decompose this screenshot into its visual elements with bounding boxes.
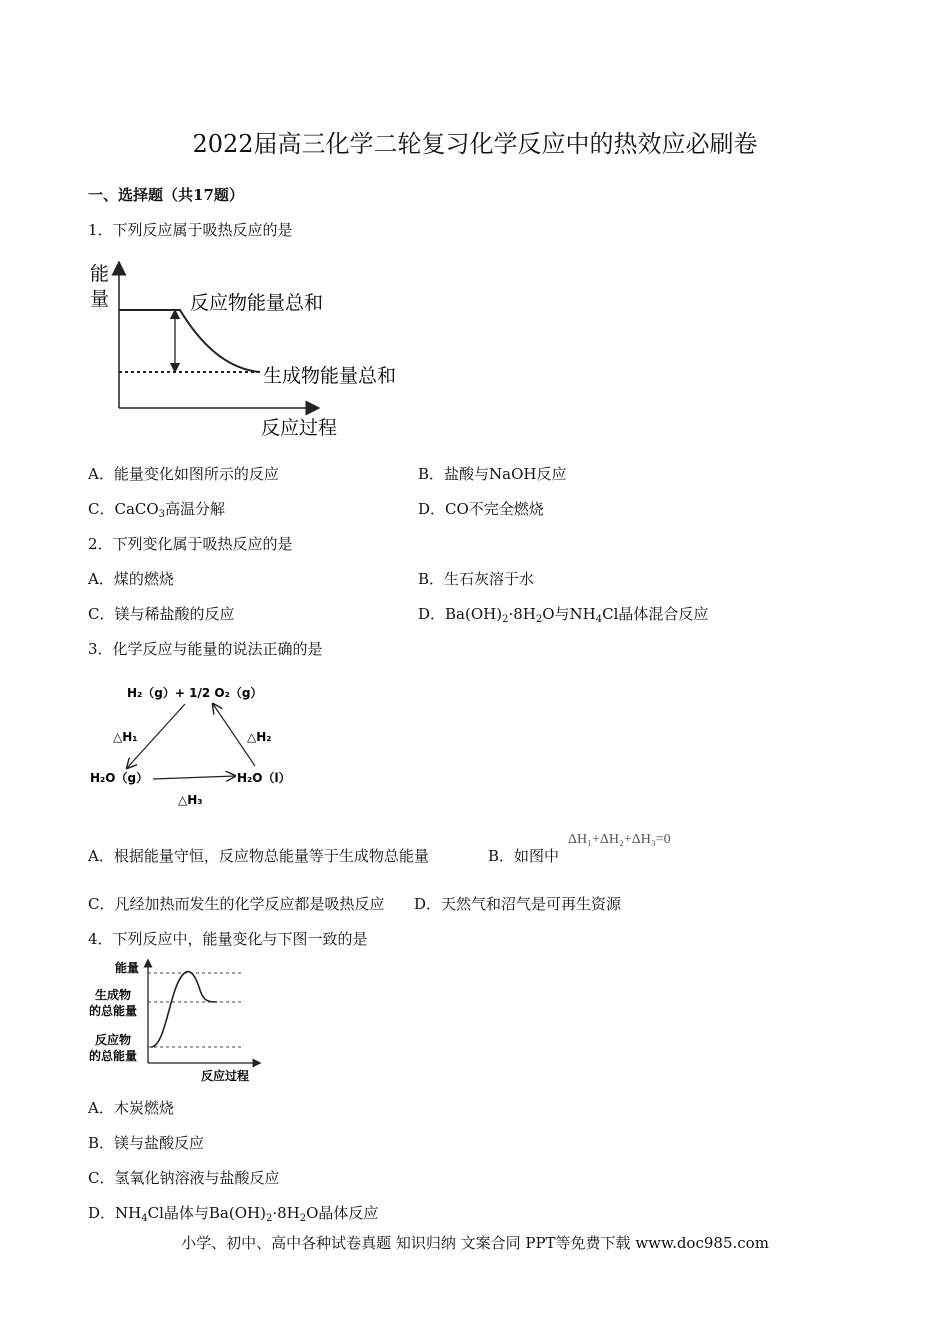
q4-option-d: D．$NH_4Cl$晶体与$Ba(OH)_2\cdot 8H_2O$晶体反应 — [88, 1204, 379, 1224]
reactant-label-2: 的总能量 — [89, 1049, 138, 1063]
q3-option-c: C．凡经加热而发生的化学反应都是吸热反应 — [88, 895, 385, 913]
page-footer: 小学、初中、高中各种试卷真题 知识归纳 文案合同 PPT等免费下载 www.doc985.com — [181, 1234, 769, 1252]
q4-stem: 4．下列反应中，能量变化与下图一致的是 — [88, 930, 368, 948]
dh1-label: △H₁ — [113, 730, 138, 744]
energy-curve — [151, 972, 217, 1047]
page-title: 2022届高三化学二轮复习化学反应中的热效应必刷卷 — [192, 130, 758, 158]
q3-stem: 3．化学反应与能量的说法正确的是 — [88, 640, 323, 658]
q4-energy-diagram — [85, 955, 270, 1087]
q3-option-b: B．如图中 — [488, 847, 560, 865]
q3-hess-cycle — [85, 678, 305, 814]
product-label-2: 的总能量 — [89, 1004, 138, 1018]
reactant-label: 反应物能量总和 — [190, 292, 324, 314]
q4-option-c: C．氢氧化钠溶液与盐酸反应 — [88, 1169, 280, 1187]
q4-option-a: A．木炭燃烧 — [88, 1099, 174, 1117]
section-heading: 一、选择题（共17题） — [88, 186, 244, 204]
x-label: 反应过程 — [261, 417, 338, 439]
q2-stem: 2．下列变化属于吸热反应的是 — [88, 535, 293, 553]
q2-option-b: B．生石灰溶于水 — [418, 570, 535, 588]
q1-option-c: C．CaCO$_3$高温分解 — [88, 500, 226, 520]
y-label-1: 能 — [90, 263, 110, 285]
q3-option-b-equation: ΔH₁+ΔH₂+ΔH₃=0 — [568, 832, 671, 847]
product-label: 生成物能量总和 — [263, 365, 397, 387]
q2-option-d: D．$Ba(OH)_2\cdot 8H_2O$与$NH_4Cl$晶体混合反应 — [418, 605, 709, 625]
q1-option-b: B．盐酸与NaOH反应 — [418, 465, 567, 483]
y-label-2: 量 — [90, 288, 110, 310]
q1-option-d: D．CO不完全燃烧 — [418, 500, 544, 518]
q4-option-b: B．镁与盐酸反应 — [88, 1134, 205, 1152]
y-label: 能量 — [115, 961, 140, 975]
q3-option-a: A．根据能量守恒，反应物总能量等于生成物总能量 — [88, 847, 429, 865]
left-species: H₂O（g） — [90, 771, 149, 785]
energy-curve — [119, 310, 260, 372]
q3-option-d: D．天然气和沼气是可再生资源 — [414, 895, 622, 913]
product-label-1: 生成物 — [95, 988, 132, 1002]
arrow-dh3 — [153, 776, 235, 779]
q1-energy-diagram — [85, 258, 415, 443]
right-species: H₂O（l） — [237, 771, 291, 785]
top-species: H₂（g）+ 1/2 O₂（g） — [127, 686, 263, 700]
q2-option-c: C．镁与稀盐酸的反应 — [88, 605, 235, 623]
dh3-label: △H₃ — [178, 793, 203, 807]
q1-option-a: A．能量变化如图所示的反应 — [88, 465, 279, 483]
reactant-label-1: 反应物 — [95, 1033, 132, 1047]
q1-stem: 1．下列反应属于吸热反应的是 — [88, 221, 293, 239]
q2-option-a: A．煤的燃烧 — [88, 570, 174, 588]
x-label: 反应过程 — [201, 1069, 250, 1083]
dh2-label: △H₂ — [247, 730, 272, 744]
